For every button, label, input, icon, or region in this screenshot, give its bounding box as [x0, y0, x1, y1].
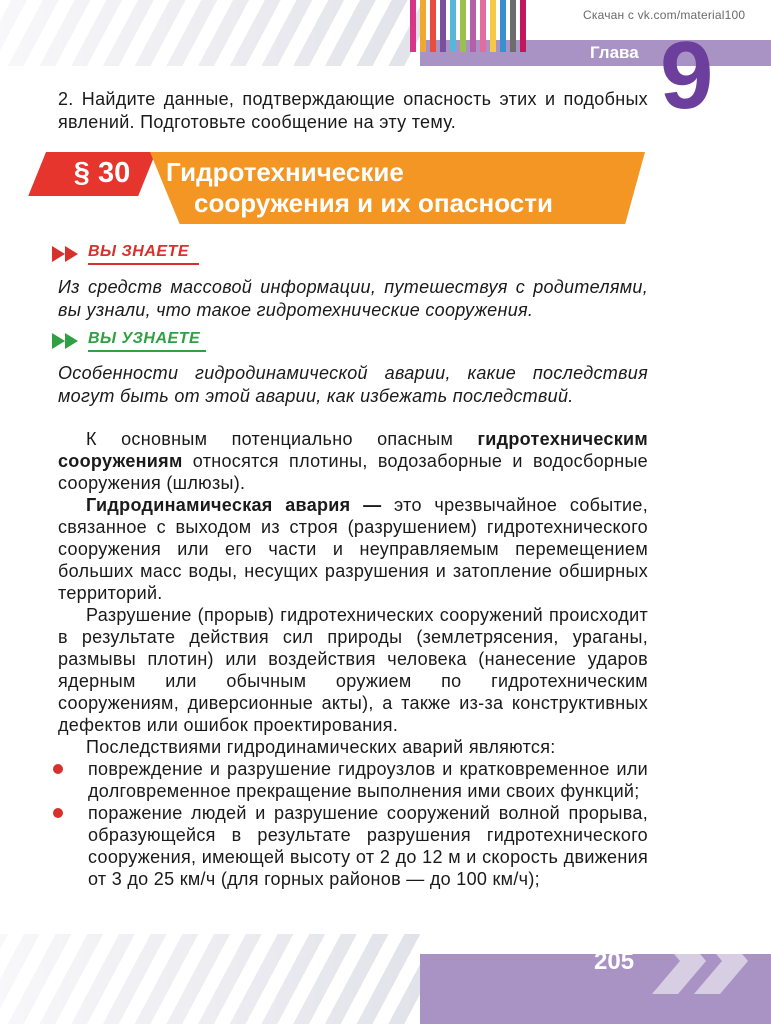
- section-title: [162, 157, 632, 219]
- p1-start: К основным потенциально опасным: [86, 429, 478, 449]
- paragraph-1: [58, 428, 648, 494]
- list-item-text: повреждение и разрушение гидроузлов и кратковременное или долговременное прекращение выполнения ими своих функций;: [88, 759, 648, 801]
- section-title-line2: сооружения и их опасности: [194, 188, 553, 218]
- question-text: 2. Найдите данные, подтверждающие опасность этих и подобных явлений. Подготовьте сообщение на эту тему.: [58, 89, 648, 132]
- footer-stripes: [0, 934, 420, 1024]
- double-arrow-icon: [52, 332, 82, 350]
- color-bars: [410, 0, 526, 66]
- bullet-icon: [53, 808, 63, 818]
- paragraph-2: [58, 494, 648, 604]
- color-bar: [430, 0, 436, 52]
- you-learn-label-text: ВЫ УЗНАЕТЕ: [88, 330, 206, 352]
- color-bar: [470, 0, 476, 52]
- color-bar: [420, 0, 426, 52]
- color-bar: [490, 0, 496, 52]
- color-bar: [510, 0, 516, 52]
- color-bar: [520, 0, 526, 52]
- list-item: [58, 802, 648, 890]
- paragraph-3: Разрушение (прорыв) гидротехнических сооружений происходит в результате действия сил природы (землетрясения, ураганы, размывы плотин) или воздействия человека (нанесение ударов ядерным или обычным оружием по гидротехническим сооружениям, диверсионные акты), а также из-за конструктивных дефектов или ошибок проектирования.: [58, 605, 648, 735]
- bullet-icon: [53, 764, 63, 774]
- you-know-label: [52, 243, 199, 267]
- color-bar: [460, 0, 466, 52]
- body-text: [58, 428, 648, 890]
- chapter-label: Глава: [590, 43, 639, 62]
- you-know-text: Из средств массовой информации, путешествуя с родителями, вы узнали, что такое гидротехнические сооружения.: [58, 277, 648, 320]
- section-number: § 30: [73, 157, 131, 189]
- p1-term: гидротехническим сооружениям: [58, 429, 648, 471]
- list-item-text: поражение людей и разрушение сооружений волной прорыва, образующейся в результате разрушения гидротехнического сооружения, имеющей высоту от 2 до 12 м и скорость движения от 3 до 25 км/ч (для горных районов — до 100 км/ч);: [88, 803, 648, 889]
- color-bar: [410, 0, 416, 52]
- you-learn-text: Особенности гидродинамической аварии, какие последствия могут быть от этой аварии, как избежать последствий.: [58, 363, 648, 406]
- you-learn-label: [52, 330, 206, 354]
- color-bar: [440, 0, 446, 52]
- p2-term: Гидродинамическая авария —: [86, 495, 382, 515]
- color-bar: [450, 0, 456, 52]
- header-stripes: [0, 0, 420, 66]
- consequences-list: [58, 758, 648, 890]
- you-know-label-text: ВЫ ЗНАЕТЕ: [88, 243, 199, 265]
- chapter-number: 9: [660, 22, 714, 129]
- download-note: Скачан с vk.com/material100: [583, 8, 746, 22]
- double-arrow-icon: [52, 245, 82, 263]
- p2-end: это чрезвычайное событие, связанное с выходом из строя (разрушением) гидротехнического сооружения или его части и неуправляемым перемещением больших масс воды, несущих разрушения и затопление обширных территорий.: [58, 495, 648, 603]
- list-item: [58, 758, 648, 802]
- p1-end: относятся плотины, водозаборные и водосборные сооружения (шлюзы).: [58, 451, 648, 493]
- next-chevrons-icon: [648, 926, 758, 996]
- paragraph-4: Последствиями гидродинамических аварий являются:: [86, 737, 556, 757]
- page-number: 205: [594, 948, 635, 975]
- section-title-line1: Гидротехнические: [166, 157, 404, 187]
- color-bar: [480, 0, 486, 52]
- color-bar: [500, 0, 506, 52]
